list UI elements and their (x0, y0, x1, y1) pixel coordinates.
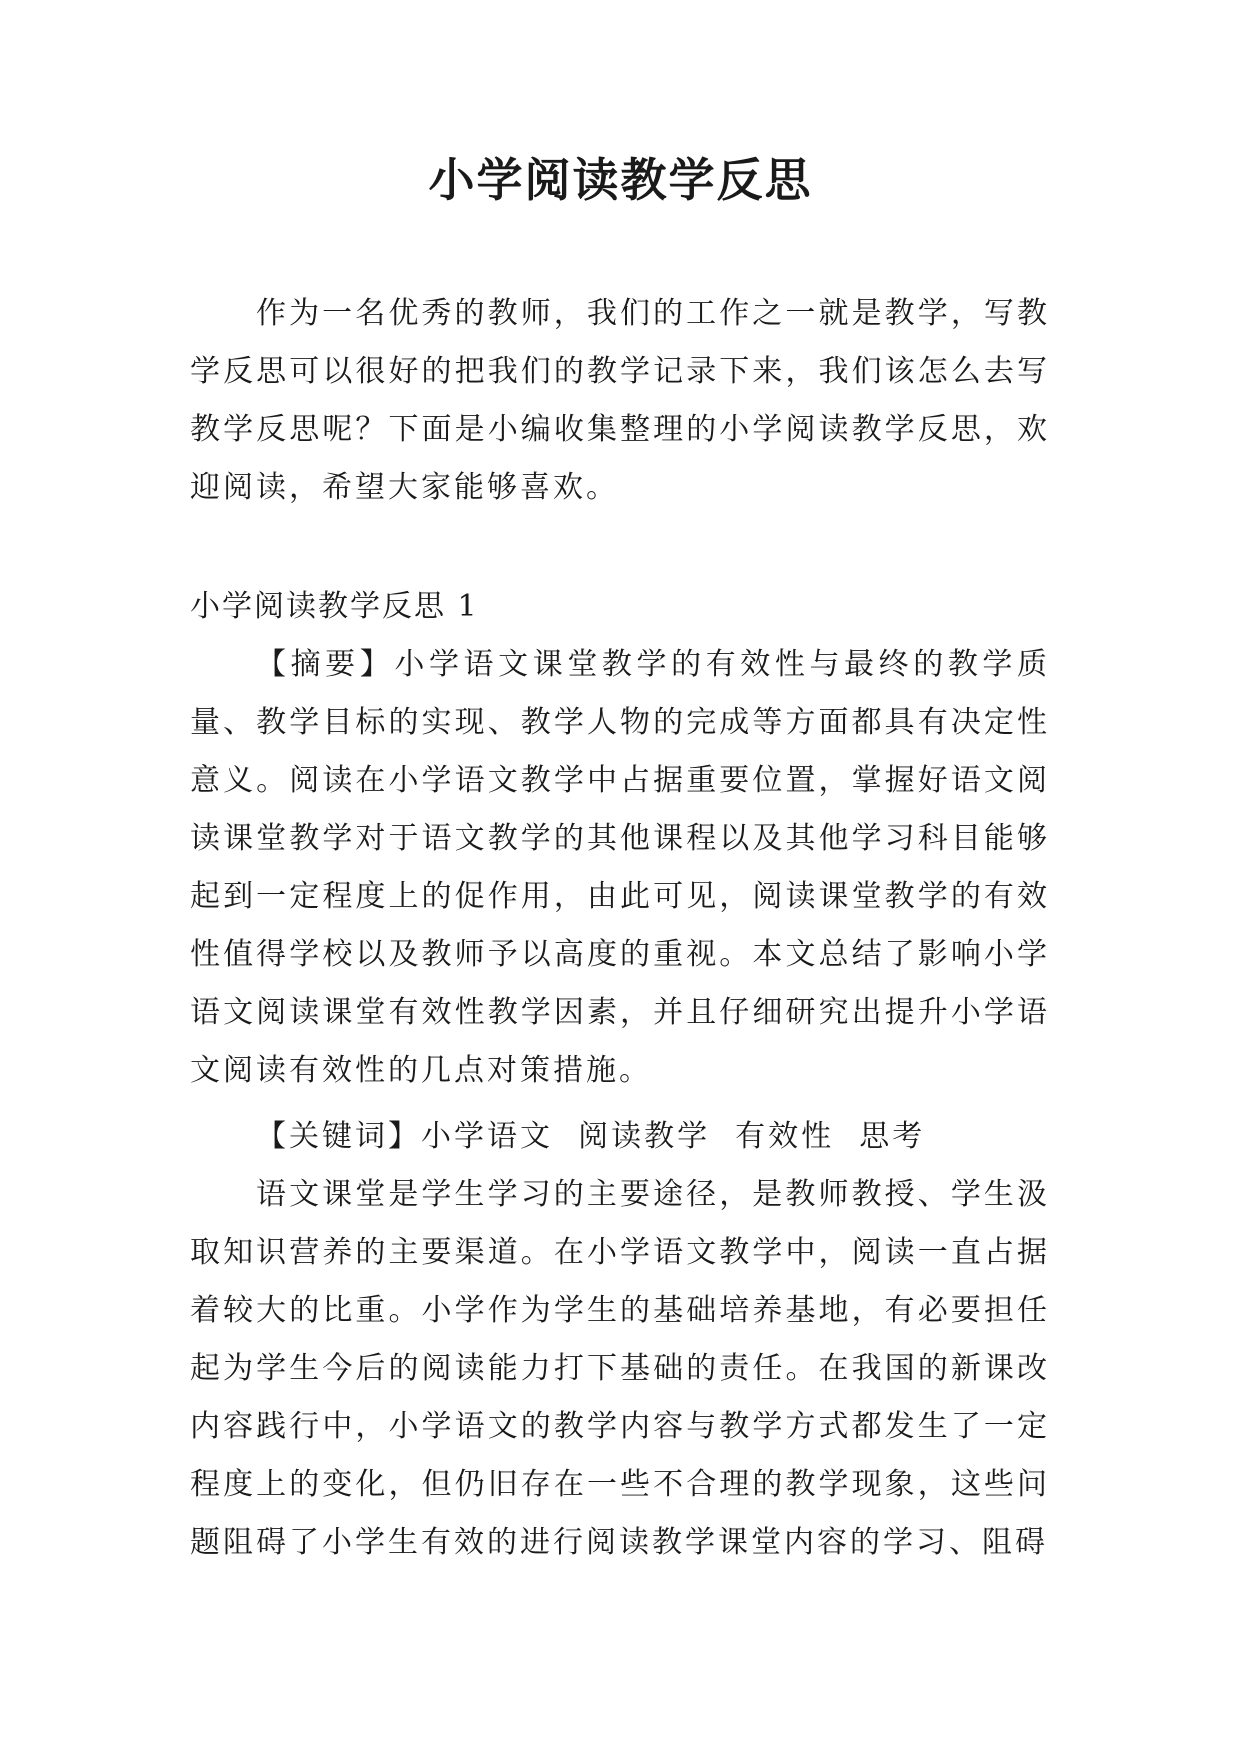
keywords-paragraph (190, 1108, 1050, 1166)
abstract-paragraph (190, 636, 1050, 1100)
abstract-text: 小学语文课堂教学的有效性与最终的教学质量、教学目标的实现、教学人物的完成等方面都具有决定性意义。阅读在小学语文教学中占据重要位置，掌握好语文阅读课堂教学对于语文教学的其他课程以及其他学习科目能够起到一定程度上的促作用，由此可见，阅读课堂教学的有效性值得学校以及教师予以高度的重视。本文总结了影响小学语文阅读课堂有效性教学因素，并且仔细研究出提升小学语文阅读有效性的几点对策措施。 (190, 647, 1051, 1088)
section-heading: 小学阅读教学反思 1 (190, 589, 479, 624)
intro-paragraph: 作为一名优秀的教师，我们的工作之一就是教学，写教学反思可以很好的把我们的教学记录下来，我们该怎么去写教学反思呢？下面是小编收集整理的小学阅读教学反思，欢迎阅读，希望大家能够喜欢。 (190, 296, 1050, 505)
keywords-label: 【关键词】 (256, 1119, 421, 1154)
document-title: 小学阅读教学反思 (428, 153, 813, 207)
abstract-label: 【摘要】 (256, 647, 395, 682)
body-paragraph: 语文课堂是学生学习的主要途径，是教师教授、学生汲取知识营养的主要渠道。在小学语文教学中，阅读一直占据着较大的比重。小学作为学生的基础培养基地，有必要担任起为学生今后的阅读能力打下基础的责任。在我国的新课改内容践行中，小学语文的教学内容与教学方式都发生了一定程度上的变化，但仍旧存在一些不合理的教学现象，这些问题阻碍了小学生有效的进行阅读教学课堂内容的学习、阻碍 (190, 1177, 1050, 1560)
keywords-text: 小学语文 阅读教学 有效性 思考 (421, 1119, 926, 1154)
